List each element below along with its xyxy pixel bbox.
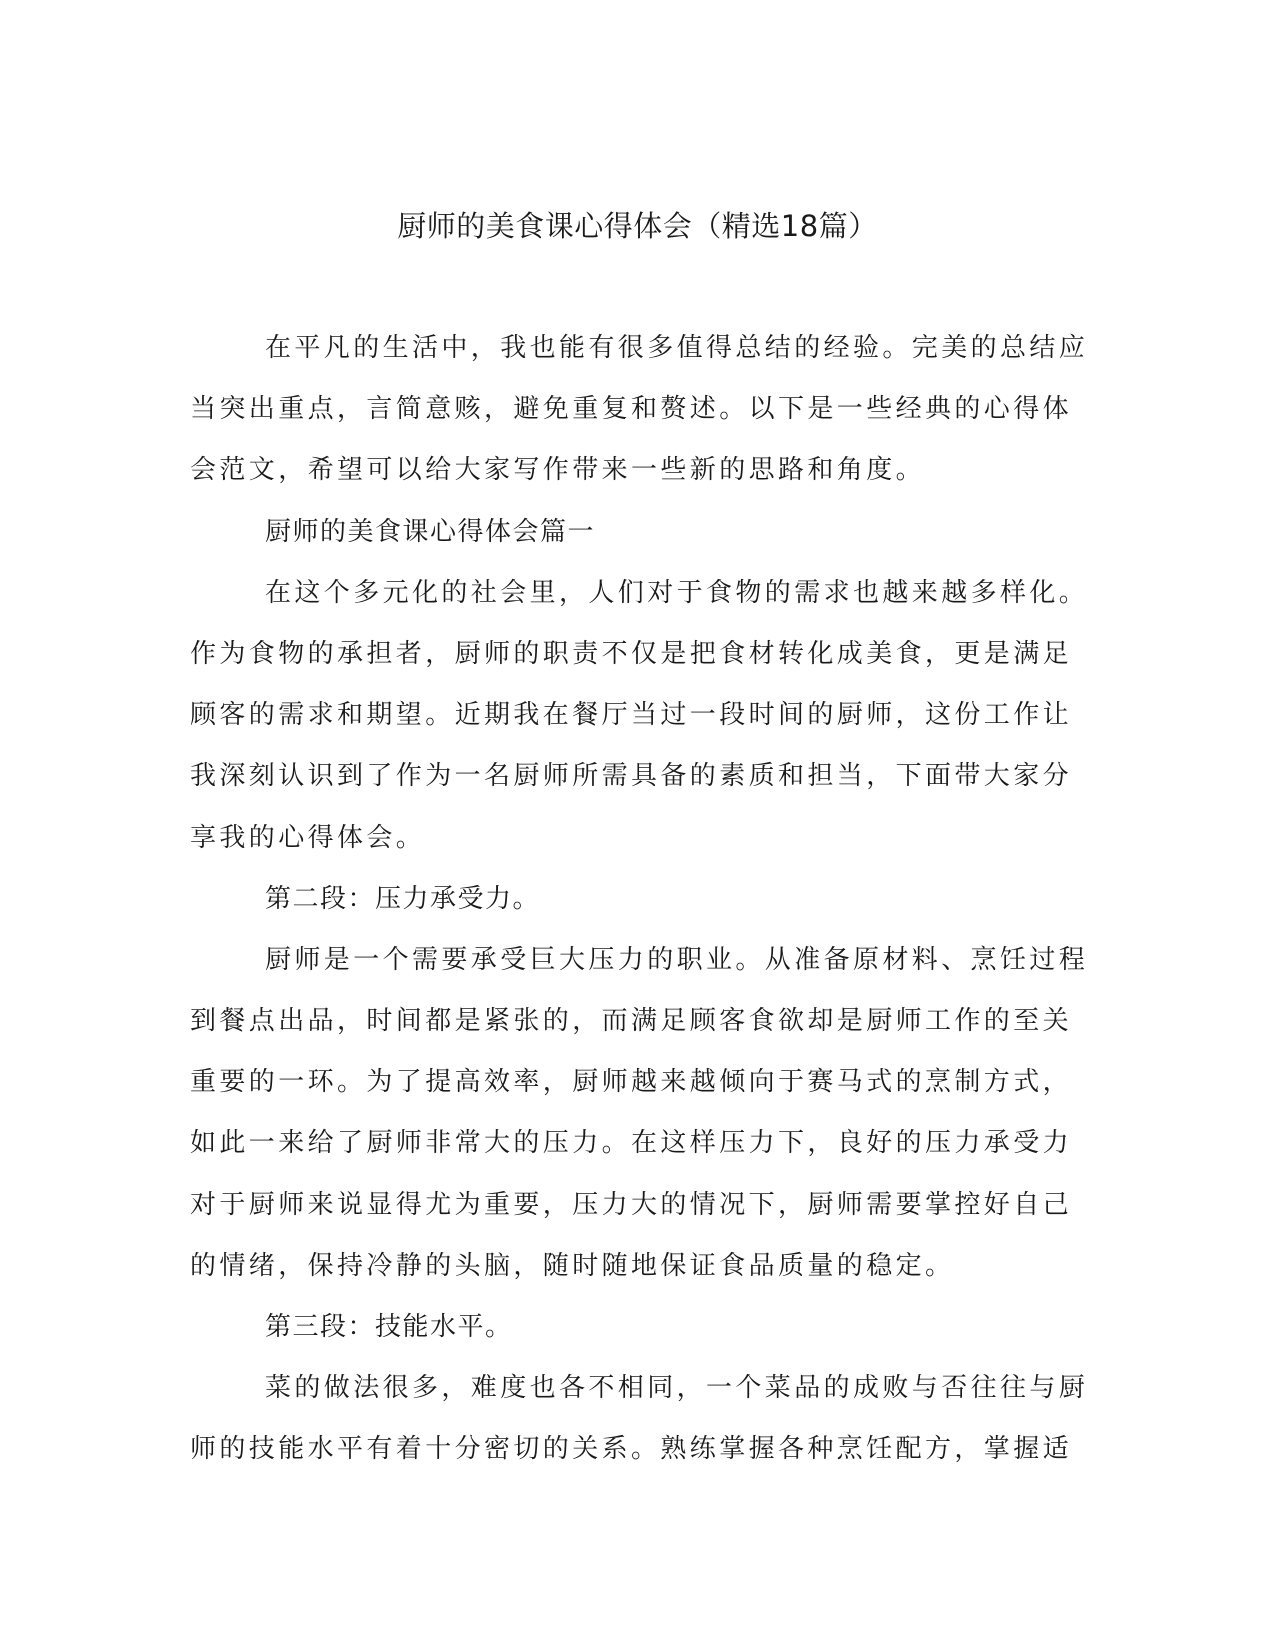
paragraph-two-line-1: 厨师是一个需要承受巨大压力的职业。从准备原材料、烹饪过程 [265,944,1089,975]
paragraph-one-line-1: 在这个多元化的社会里，人们对于食物的需求也越来越多样化。 [265,577,1089,608]
paragraph-intro-line-1: 在平凡的生活中，我也能有很多值得总结的经验。完美的总结应 [265,333,1089,363]
section-heading-part-one: 厨师的美食课心得体会篇一 [265,516,596,547]
paragraph-two-line-3: 重要的一环。为了提高效率，厨师越来越倾向于赛马式的烹制方式， [190,1067,1073,1098]
paragraph-intro-line-2: 当突出重点，言简意赅，避免重复和赘述。以下是一些经典的心得体 [190,394,1073,425]
document-title: 厨师的美食课心得体会（精选18篇） [397,209,878,243]
paragraph-two-line-4: 如此一来给了厨师非常大的压力。在这样压力下，良好的压力承受力 [190,1128,1073,1159]
section-heading-paragraph-three: 第三段：技能水平。 [265,1312,513,1342]
paragraph-two-line-5: 对于厨师来说显得尤为重要，压力大的情况下，厨师需要掌控好自己 [190,1189,1073,1220]
paragraph-two-line-6: 的情绪，保持冷静的头脑，随时随地保证食品质量的稳定。 [190,1250,955,1281]
section-heading-paragraph-two: 第二段：压力承受力。 [265,883,541,914]
paragraph-one-line-3: 顾客的需求和期望。近期我在餐厅当过一段时间的厨师，这份工作让 [190,700,1073,731]
document-body [190,328,1089,1491]
paragraph-three-line-1: 菜的做法很多，难度也各不相同，一个菜品的成败与否往往与厨 [265,1373,1089,1404]
paragraph-three-line-2: 师的技能水平有着十分密切的关系。熟练掌握各种烹饪配方，掌握适 [190,1434,1073,1465]
paragraph-one-line-4: 我深刻认识到了作为一名厨师所需具备的素质和担当，下面带大家分 [190,761,1073,792]
paragraph-two-line-2: 到餐点出品，时间都是紧张的，而满足顾客食欲却是厨师工作的至关 [190,1006,1073,1037]
paragraph-intro-line-3: 会范文，希望可以给大家写作带来一些新的思路和角度。 [190,455,926,486]
paragraph-one-line-2: 作为食物的承担者，厨师的职责不仅是把食材转化成美食，更是满足 [190,638,1073,669]
paragraph-one-line-5: 享我的心得体会。 [190,822,426,853]
